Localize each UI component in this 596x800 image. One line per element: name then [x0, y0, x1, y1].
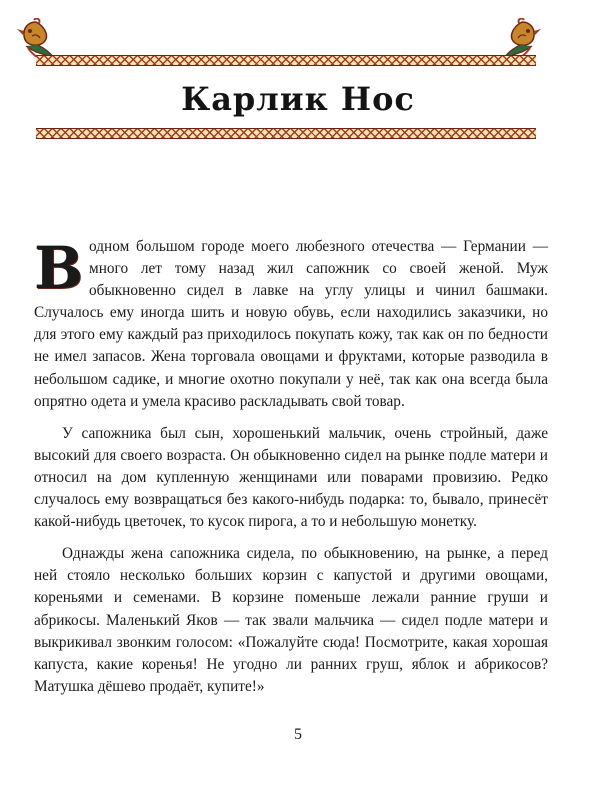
paragraph — [34, 236, 548, 413]
chapter-title: Карлик Нос — [181, 80, 415, 118]
ornamental-border-top — [36, 55, 536, 66]
page-number: 5 — [294, 726, 302, 743]
story-text — [34, 236, 548, 708]
paragraph: Однажды жена сапожника сидела, по обыкновению, на рынке, а перед ней стояло несколько больших корзин с капустой и другими овощами, кореньями и семенами. В корзине поменьше лежали ранние груши и абрикосы. Маленький Яков — так звали мальчика — сидел подле матери и выкрикивал звонким голосом: «Пожалуйте сюда! Посмотрите, какая хорошая капуста, какие коренья! Не угодно ли ранних груш, яблок и абрикосов? Матушка дёшево продаёт, купите!» — [34, 545, 548, 695]
paragraph: У сапожника был сын, хорошенький мальчик, очень стройный, даже высокий для своего возраста. Он обыкновенно сидел на рынке подле матери и относил на дом купленную женщинами или поварами провизию. Редко случалось ему возвращаться без какого-нибудь подарка: то, бывало, принесёт какой-нибудь цветочек, то кусок пирога, а то и небольшую монетку. — [34, 424, 548, 531]
ornamental-border-title — [36, 128, 536, 139]
drop-cap: В — [34, 234, 84, 302]
paragraph-text: одном большом городе моего любезного отечества — Германии — много лет тому назад жил сапожник со своей женой. Муж обыкновенно сидел в лавке на углу улицы и чинил башмаки. Случалось ему иногда шить и новую обувь, если находились заказчики, но для этого ему каждый раз приходилось покупать кожу, так как он по бедности не имел запасов. Жена торговала овощами и фруктами, которые разводила в небольшом садике, и многие охотно покупали у неё, так как она всегда была опрятно одета и умела красиво раскладывать свой товар. — [34, 238, 548, 410]
